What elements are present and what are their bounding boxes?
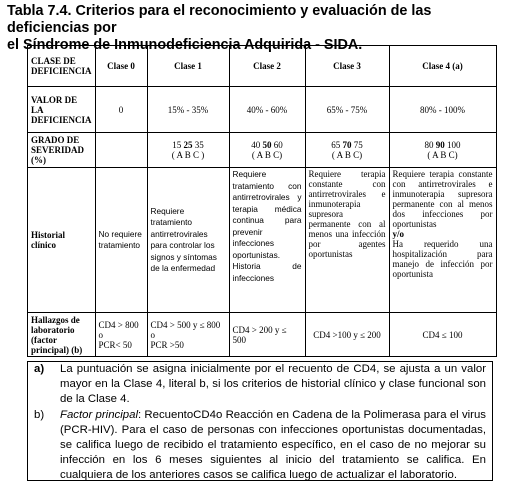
- history-clase-3: Requiere terapia constante con antirretrovirales e inmunoterapia supresora permanente con al menos una infección por agentes oportunistas: [305, 168, 389, 313]
- lab-clase-1-line-1: CD4 > 500 y ≤ 800: [150, 319, 221, 330]
- lab-clase-1-line-3: PCR >50: [150, 339, 184, 350]
- header-clase-4: Clase 4 (a): [389, 46, 496, 87]
- table-row-lab: [28, 313, 497, 357]
- footnotes-box: [27, 361, 493, 481]
- table-row-history: [28, 168, 497, 313]
- grade-3-abc: ( A B C): [331, 150, 363, 160]
- lab-clase-4: CD4 ≤ 100: [389, 313, 496, 357]
- grade-3-b: 70: [342, 140, 352, 150]
- value-clase-1: 15% - 35%: [147, 87, 229, 133]
- grade-1-c: 35: [194, 140, 204, 150]
- row-label-grade: GRADO DE SEVERIDAD (%): [28, 133, 96, 168]
- value-clase-3: 65% - 75%: [305, 87, 389, 133]
- footnote-b-lead: Factor principal: [60, 408, 138, 421]
- history-clase-4: [389, 168, 496, 313]
- grade-2-abc: ( A B C): [251, 150, 283, 160]
- grade-2-a: 40: [251, 140, 261, 150]
- grade-clase-0: [95, 133, 147, 168]
- row-label-class: CLASE DE DEFICIENCIA: [28, 46, 96, 87]
- header-clase-1: Clase 1: [147, 46, 229, 87]
- lab-clase-0: [95, 313, 147, 357]
- history-clase-1: Requiere tratamiento antirretrovirales para controlar los signos y síntomas de la enfermedad: [147, 168, 229, 313]
- history-clase-4-or: y/o: [392, 229, 405, 239]
- history-clase-0: No requiere tratamiento: [95, 168, 147, 313]
- grade-4-abc: ( A B C): [427, 150, 458, 160]
- grade-3-a: 65: [331, 140, 341, 150]
- table-row-class: [28, 46, 497, 87]
- history-clase-4-a: Requiere terapia constante con antirretrovirales e inmunoterapia supresora permanente con al menos dos infecciones por oportunistas: [392, 169, 493, 229]
- title-line-1: Tabla 7.4. Criterios para el reconocimiento y evaluación de las deficiencias por: [7, 3, 432, 36]
- table-row-value: [28, 87, 497, 133]
- footnote-b-text: : RecuentoCD4o Reacción en Cadena de la Polimerasa para el virus (PCR-HIV). Para el caso de personas con infecciones oportunistas documentadas, se califica luego de recibido el tratamiento específico, en el caso de no mejorar su infección en los 6 meses siguientes al inicio del tratamiento se califica. En cualquiera de los anteriores casos se califica luego de actualizar el laboratorio.: [60, 408, 486, 482]
- grade-2-c: 60: [273, 140, 283, 150]
- value-clase-2: 40% - 60%: [229, 87, 305, 133]
- footnote-b: [28, 408, 492, 484]
- footnote-a-text: La puntuación se asigna inicialmente por el recuento de CD4, se ajusta a un valor mayor en la Clase 4, literal b, si los criterios de historial clínico y clase funcional son de la Clase 4.: [60, 363, 486, 406]
- grade-4-a: 80: [424, 140, 434, 150]
- history-clase-4-b: Ha requerido una hospitalización para manejo de infección por oportunista: [392, 239, 493, 279]
- grade-clase-1: [147, 133, 229, 168]
- grade-2-b: 50: [262, 140, 272, 150]
- grade-4-c: 100: [447, 140, 461, 150]
- row-label-value: VALOR DE LA DEFICIENCIA: [28, 87, 96, 133]
- lab-clase-0-line-2: o: [98, 329, 104, 340]
- value-clase-4: 80% - 100%: [389, 87, 496, 133]
- grade-clase-3: [305, 133, 389, 168]
- title-line-2: el Síndrome de Inmunodeficiencia Adquirida - SIDA.: [7, 37, 363, 53]
- row-label-history: Historial clínico: [28, 168, 96, 313]
- lab-clase-0-line-3: PCR< 50: [98, 339, 132, 350]
- lab-clase-1: [147, 313, 229, 357]
- grade-3-c: 75: [353, 140, 363, 150]
- header-clase-0: Clase 0: [95, 46, 147, 87]
- deficiency-criteria-table: [27, 45, 497, 357]
- value-clase-0: 0: [95, 87, 147, 133]
- header-clase-3: Clase 3: [305, 46, 389, 87]
- grade-1-abc: ( A B C ): [171, 150, 205, 160]
- lab-clase-3: CD4 >100 y ≤ 200: [305, 313, 389, 357]
- grade-clase-4: [389, 133, 496, 168]
- lab-clase-0-line-1: CD4 > 800: [98, 319, 139, 330]
- footnote-b-marker: b): [34, 408, 45, 421]
- grade-clase-2: [229, 133, 305, 168]
- footnote-a-marker: a): [34, 363, 45, 375]
- footnote-a: [28, 362, 492, 408]
- grade-1-a: 15: [172, 140, 182, 150]
- history-clase-2: Requiere tratamiento con antirretrovirales y terapia médica continua para prevenir infecciones oportunistas. Historia de infecciones: [229, 168, 305, 313]
- header-clase-2: Clase 2: [229, 46, 305, 87]
- table-row-grade: [28, 133, 497, 168]
- grade-4-b: 90: [435, 140, 445, 150]
- lab-clase-2: CD4 > 200 y ≤ 500: [229, 313, 305, 357]
- row-label-lab: Hallazgos de laboratorio (factor principal) (b): [28, 313, 96, 357]
- lab-clase-1-line-2: o: [150, 329, 156, 340]
- grade-1-b: 25: [183, 140, 193, 150]
